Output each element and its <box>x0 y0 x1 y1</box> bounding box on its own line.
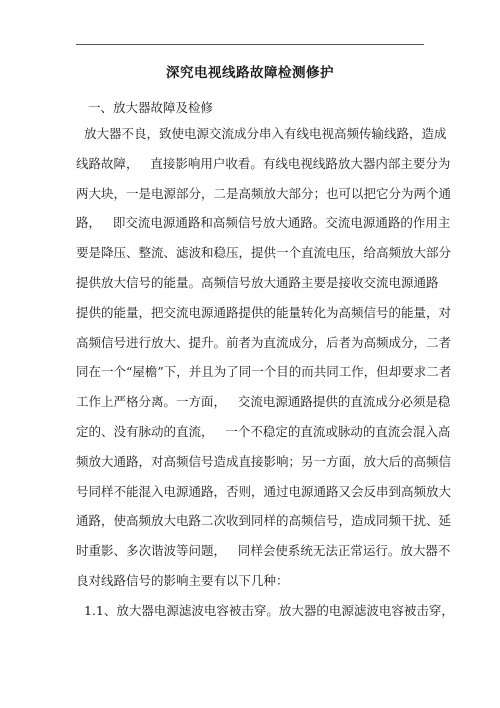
text-line: 放大器不良，致使电源交流成分串入有线电视高频传输线路，造成 <box>76 126 447 141</box>
text-line: 频放大通路，对高频信号造成直接影响；另一方面，放大后的高频信 <box>76 454 452 469</box>
text-line: 工作上严格分离。一方面， 交流电源通路提供的直流成分必须是稳 <box>76 394 451 409</box>
text-line: 同在一个“屋檐”下，并且为了同一个目的而共同工作，但却要求二者 <box>76 364 452 379</box>
text-line: 线路故障， 直接影响用户收看。有线电视线路放大器内部主要分为 <box>76 156 451 171</box>
text-line: 时重影、多次谐波等问题， 同样会使系统无法正常运行。放大器不 <box>76 543 451 558</box>
text-line: 通路，使高频放大电路二次收到同样的高频信号，造成同频干扰、延 <box>76 513 452 528</box>
text-line: 要是降压、整流、滤波和稳压，提供一个直流电压，给高频放大部分 <box>76 245 452 260</box>
text-line: 两大块，一是电源部分，二是高频放大部分；也可以把它分为两个通 <box>76 186 452 201</box>
text-line: 提供的能量，把交流电源通路提供的能量转化为高频信号的能量，对 <box>76 305 452 320</box>
text-line: 良对线路信号的影响主要有以下几种： <box>76 573 289 588</box>
text-line: 高频信号进行放大、提升。前者为直流成分，后者为高频成分，二者 <box>76 335 452 350</box>
text-line: 路， 即交流电源通路和高频信号放大通路。交流电源通路的作用主 <box>76 215 451 230</box>
text-line: 号同样不能混入电源通路，否则，通过电源通路又会反串到高频放大 <box>76 484 452 499</box>
section-heading: 一、放大器故障及检修 <box>88 100 214 115</box>
document-title: 深究电视线路故障检测修护 <box>166 65 334 81</box>
header-rule <box>76 44 424 45</box>
text-line: 提供放大信号的能量。高频信号放大通路主要是接收交流电源通路 <box>76 275 439 290</box>
text-line: 定的、没有脉动的直流， 一个不稳定的直流或脉动的直流会混入高 <box>76 424 451 439</box>
text-line: 1.1、放大器电源滤波电容被击穿。放大器的电源滤波电容被击穿， <box>76 603 454 618</box>
